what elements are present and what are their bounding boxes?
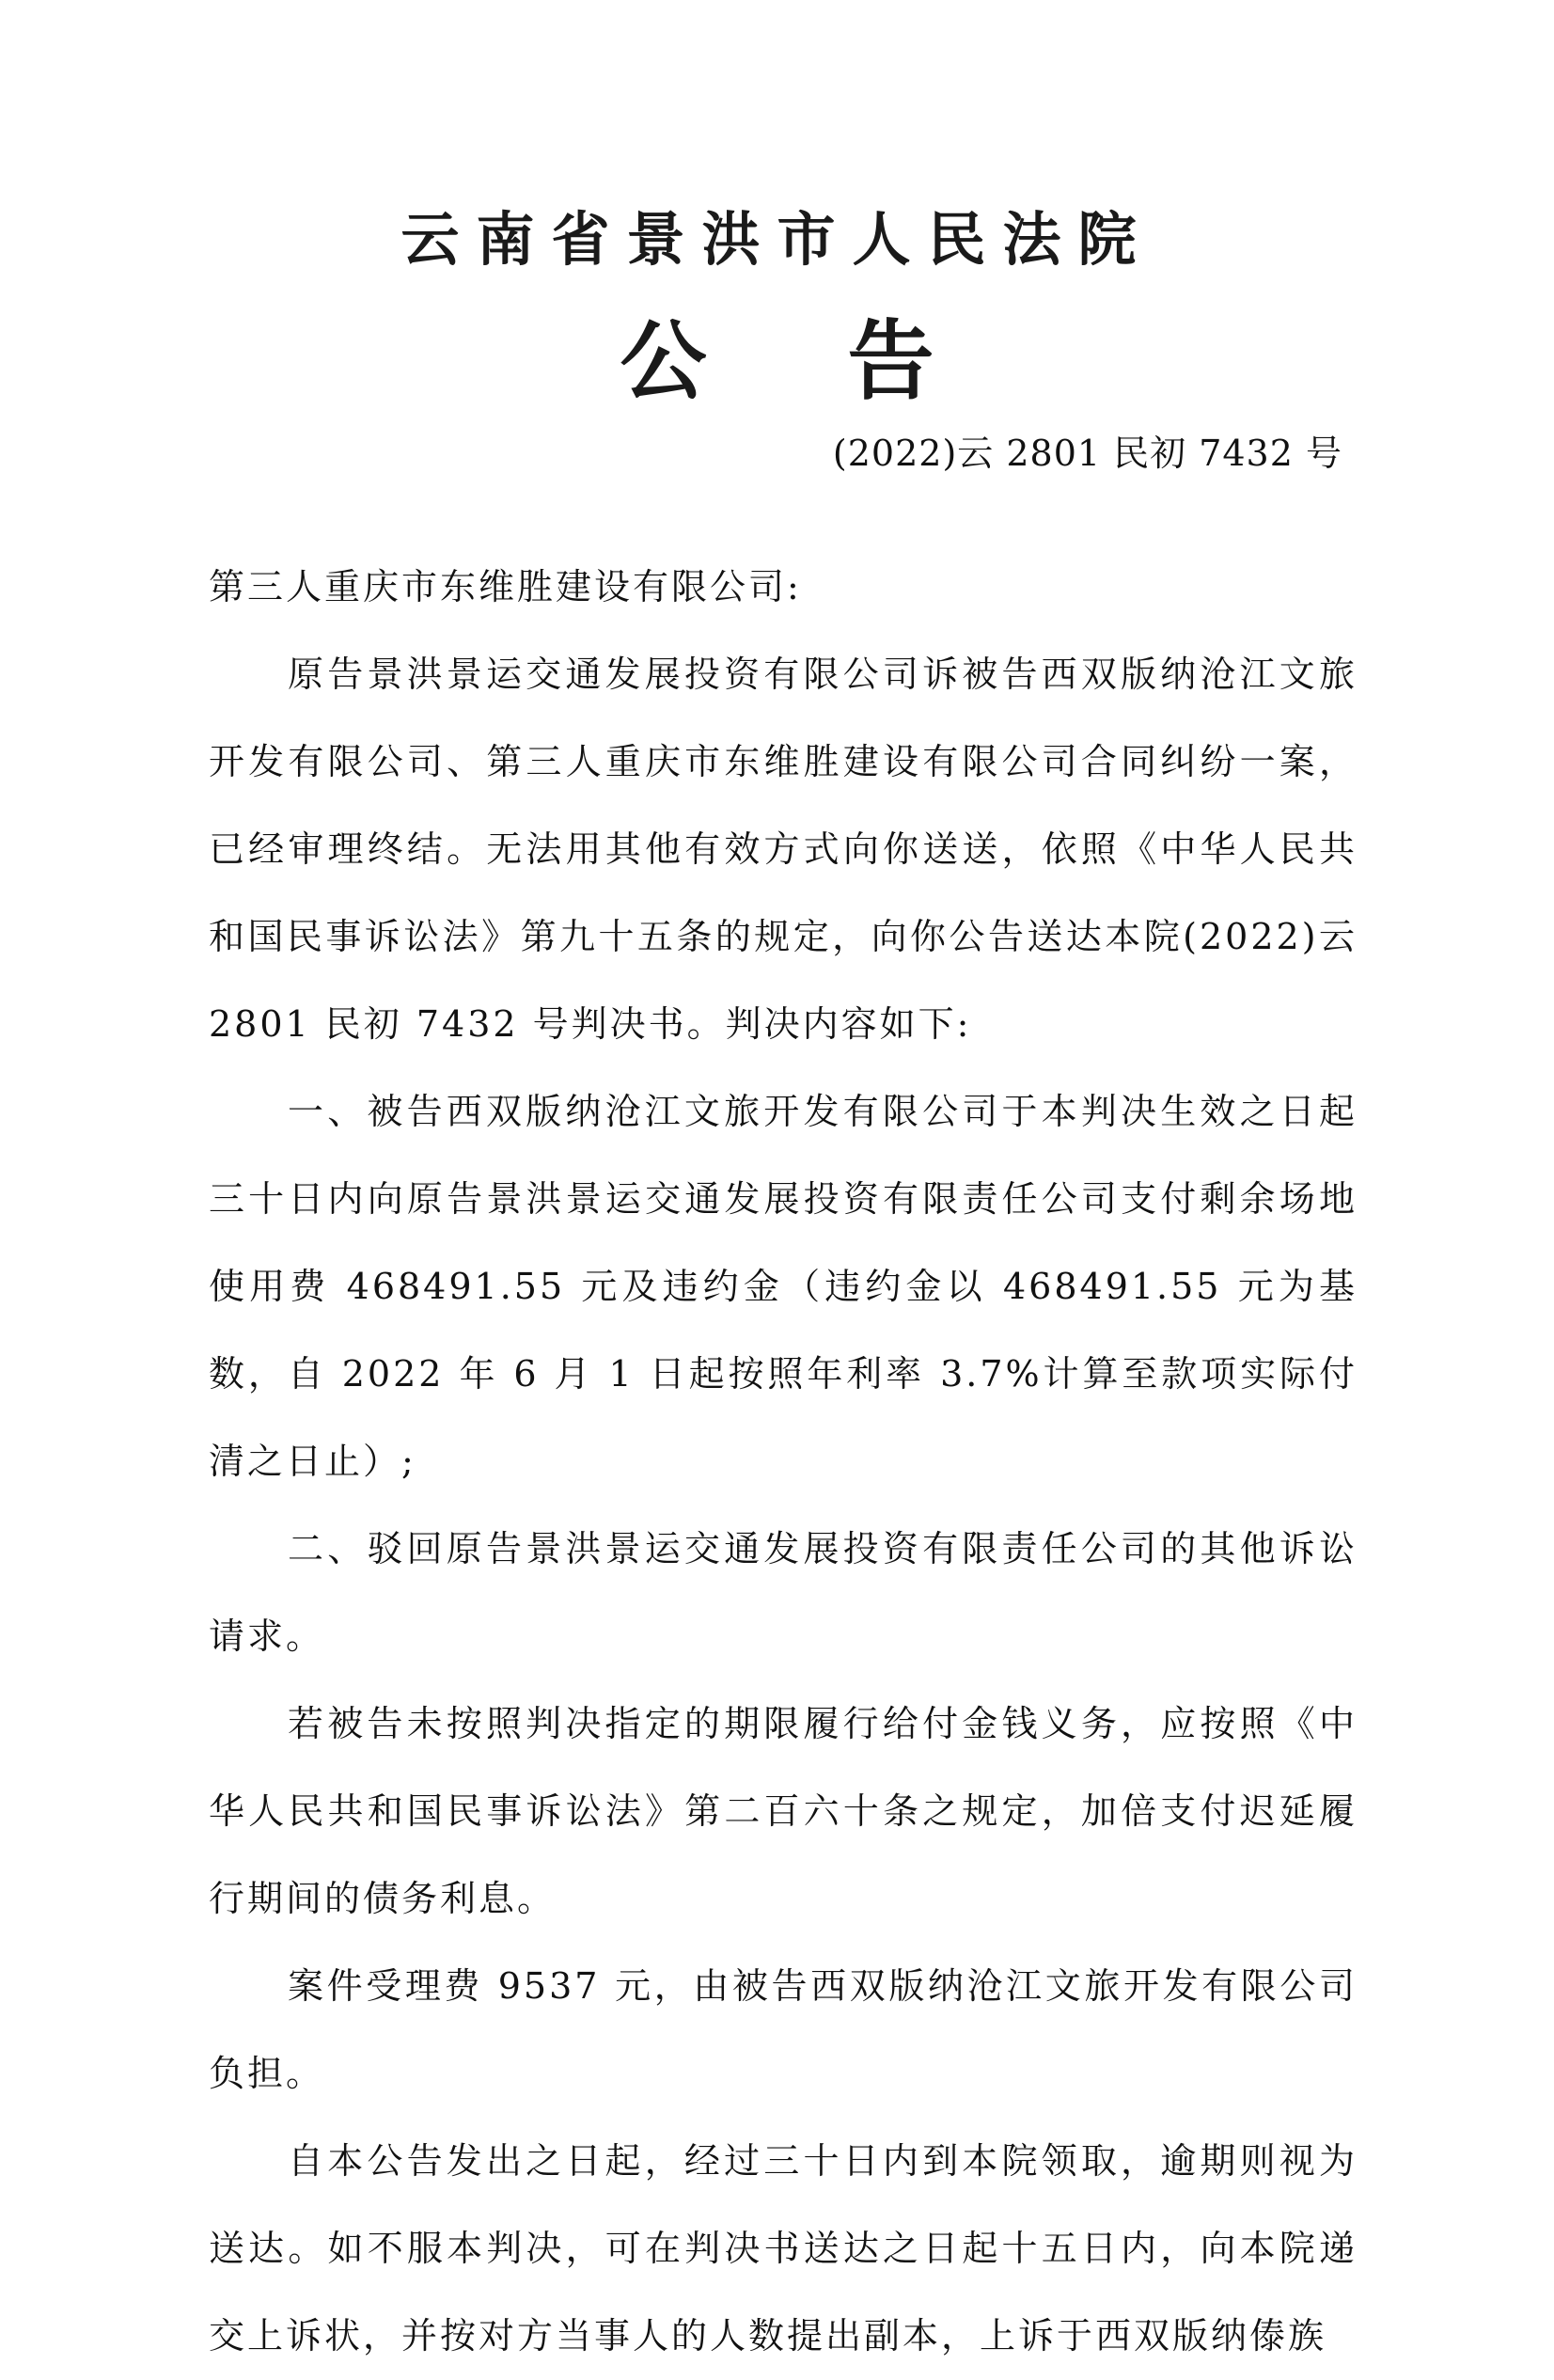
case-number: (2022)云 2801 民初 7432 号	[832, 433, 1342, 474]
document-title-char-2: 告	[847, 311, 934, 412]
paragraph-case-summary: 原告景洪景运交通发展投资有限公司诉被告西双版纳沧江文旅开发有限公司、第三人重庆市东维胜建设有限公司合同纠纷一案，已经审理终结。无法用其他有效方式向你送送，依照《中华人民共和国民事诉讼法》第九十五条的规定，向你公告送达本院(2022)云 2801 民初 7432 号判决书。判决内容如下:	[209, 654, 1358, 1045]
paragraph-case-fee: 案件受理费 9537 元，由被告西双版纳沧江文旅开发有限公司负担。	[209, 1965, 1358, 2094]
paragraph-service-appeal: 自本公告发出之日起，经过三十日内到本院领取，逾期则视为送达。如不服本判决，可在判决书送达之日起十五日内，向本院递交上诉状，并按对方当事人的人数提出副本，上诉于西双版纳傣族	[209, 2140, 1358, 2356]
document-title	[0, 301, 1554, 423]
document-title-char-1: 公	[620, 311, 707, 412]
court-name: 云南省景洪市人民法院	[400, 205, 1154, 274]
paragraph-judgment-item-1: 一、被告西双版纳沧江文旅开发有限公司于本判决生效之日起三十日内向原告景洪景运交通发展投资有限责任公司支付剩余场地使用费 468491.55 元及违约金（违约金以 468491.55 元为基数，自 2022 年 6 月 1 日起按照年利率 3.7%计算至款项实际付清之日止）;	[209, 1091, 1358, 1482]
addressee: 第三人重庆市东维胜建设有限公司:	[209, 566, 802, 607]
paragraph-judgment-item-2: 二、驳回原告景洪景运交通发展投资有限责任公司的其他诉讼请求。	[209, 1528, 1358, 1657]
paragraph-late-payment: 若被告未按照判决指定的期限履行给付金钱义务，应按照《中华人民共和国民事诉讼法》第二百六十条之规定，加倍支付迟延履行期间的债务利息。	[209, 1703, 1358, 1919]
notice-body	[209, 544, 1358, 2380]
